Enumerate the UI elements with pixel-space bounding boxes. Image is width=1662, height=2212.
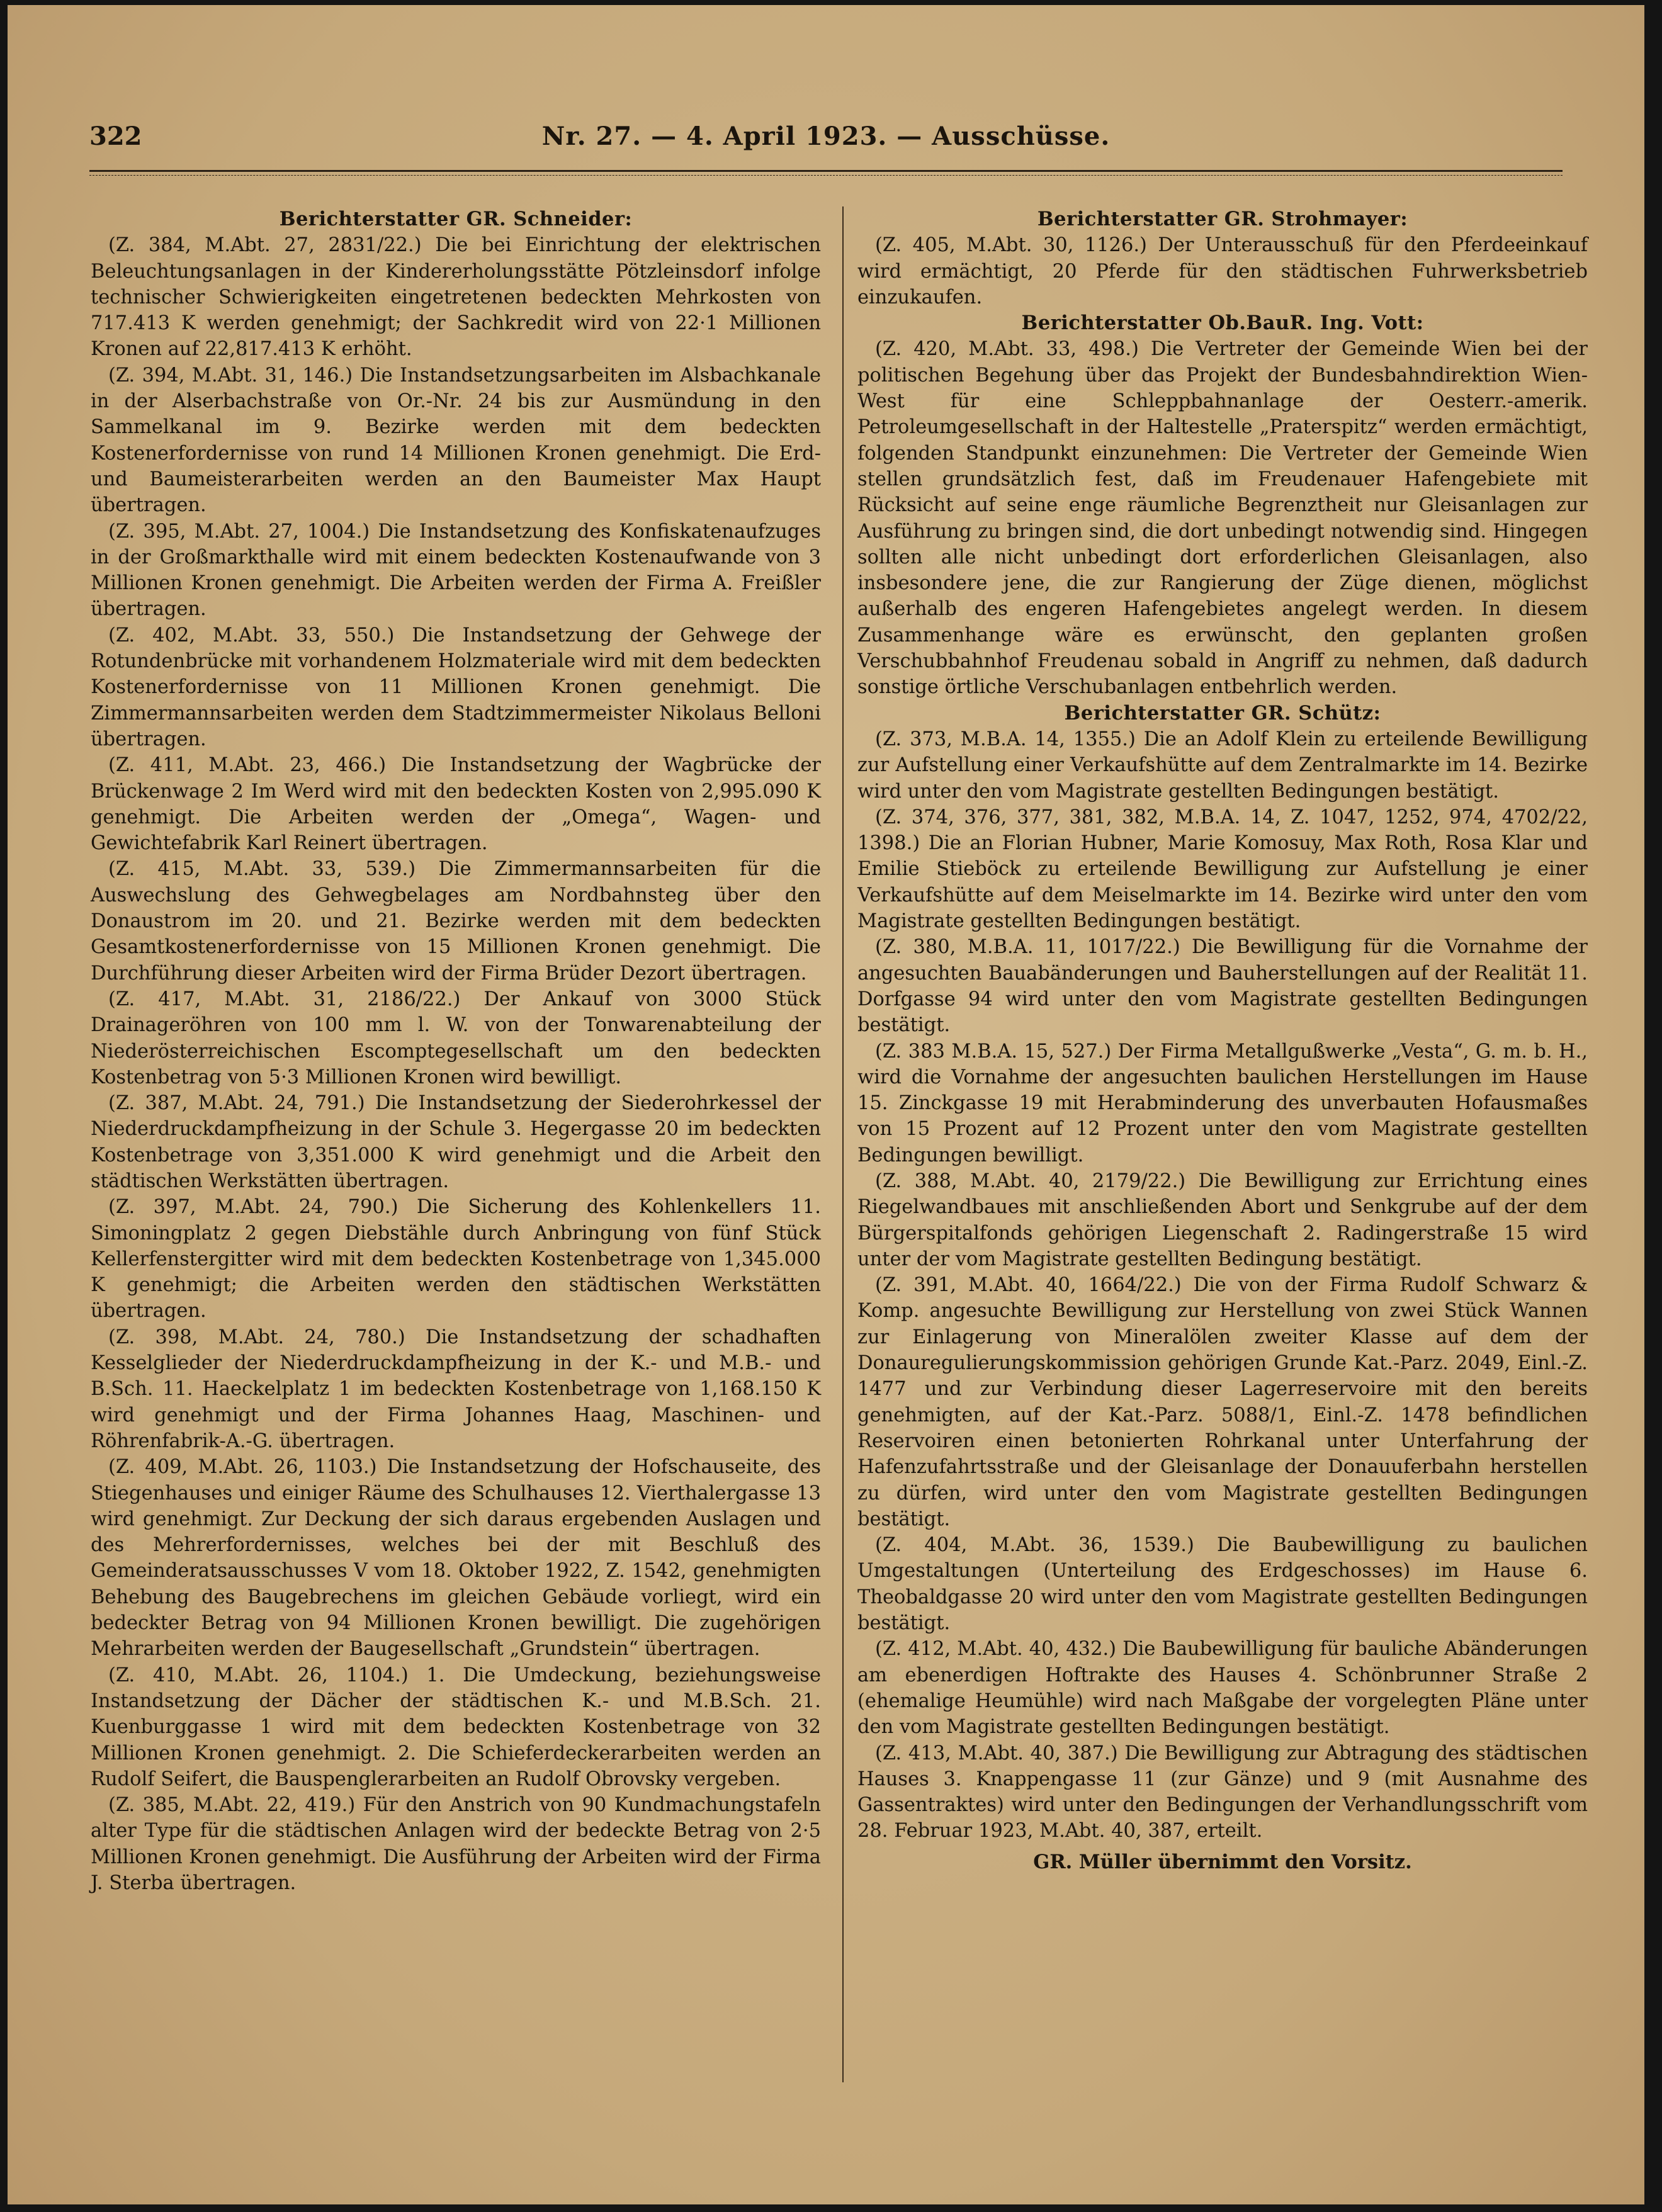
- resolution-paragraph: (Z. 385, M.Abt. 22, 419.) Für den Anstrich von 90 Kundmachungstafeln alter Type für die städtischen Anlagen wird der bedeckte Betrag von 2·5 Millionen Kronen genehmigt. Die Ausführung der Arbeiten wird der Firma J. Sterba übertragen.: [91, 1794, 821, 1894]
- resolution-paragraph: (Z. 387, M.Abt. 24, 791.) Die Instandsetzung der Siederohrkessel der Niederdruckdampfheizung in der Schule 3. Hegergasse 20 im bedeckten Kostenbetrage von 3,351.000 K wird genehmigt und die Arbeit den städtischen Werkstätten übertragen.: [91, 1092, 821, 1192]
- resolution-paragraph: (Z. 415, M.Abt. 33, 539.) Die Zimmermannsarbeiten für die Auswechslung des Gehwegbelages am Nordbahnsteg über den Donaustrom im 20. und 21. Bezirke werden mit dem bedeckten Gesamtkostenerfordernisse von 15 Millionen Kronen genehmigt. Die Durchführung dieser Arbeiten wird der Firma Brüder Dezort übertragen.: [91, 858, 821, 985]
- resolution-paragraph: (Z. 404, M.Abt. 36, 1539.) Die Baubewilligung zu baulichen Umgestaltungen (Unterteilung des Erdgeschosses) im Hause 6. Theobaldgasse 20 wird unter den vom Magistrate gestellten Bedingungen bestätigt.: [857, 1534, 1588, 1635]
- column-divider: [842, 206, 844, 2082]
- page-number: 322: [89, 121, 142, 151]
- resolution-paragraph: (Z. 384, M.Abt. 27, 2831/22.) Die bei Einrichtung der elektrischen Beleuchtungsanlagen in der Kindererholungsstätte Pötzleinsdorf infolge technischer Schwierigkeiten eingetretenen bedeckten Mehrkosten von 717.413 K werden genehmigt; der Sachkredit wird von 22·1 Millionen Kronen auf 22,817.413 K erhöht.: [91, 234, 821, 361]
- resolution-paragraph: (Z. 409, M.Abt. 26, 1103.) Die Instandsetzung der Hofschauseite, des Stiegenhauses und einiger Räume des Schulhauses 12. Vierthalergasse 13 wird genehmigt. Zur Deckung der sich daraus ergebenden Auslagen und des Mehrerfordernisses, welches bei der mit Beschluß des Gemeinderatsausschusses V vom 18. Oktober 1922, Z. 1542, genehmigten Behebung des Baugebrechens im gleichen Gebäude vorliegt, wird ein bedeckter Betrag von 94 Millionen Kronen bewilligt. Die zugehörigen Mehrarbeiten werden der Baugesellschaft „Grundstein“ übertragen.: [91, 1456, 821, 1661]
- resolution-paragraph: (Z. 391, M.Abt. 40, 1664/22.) Die von der Firma Rudolf Schwarz & Komp. angesuchte Bewilligung zur Herstellung von zwei Stück Wannen zur Einlagerung von Mineralölen zweiter Klasse auf dem der Donauregulierungskommission gehörigen Grunde Kat.-Parz. 2049, Einl.-Z. 1477 und zur Verbindung dieser Lagerreservoire mit den bereits genehmigten, auf der Kat.-Parz. 5088/1, Einl.-Z. 1478 befindlichen Reservoiren einen betonierten Rohrkanal unter Unterfahrung der Hafenzufahrtsstraße und der Gleisanlage der Donauuferbahn herstellen zu dürfen, wird unter den vom Magistrate gestellten Bedingungen bestätigt.: [857, 1274, 1588, 1530]
- header-rule-dashed: [89, 175, 1563, 176]
- resolution-paragraph: (Z. 398, M.Abt. 24, 780.) Die Instandsetzung der schadhaften Kesselglieder der Niederdruckdampfheizung in der K.- und M.B.- und B.Sch. 11. Haeckelplatz 1 im bedeckten Kostenbetrage von 1,168.150 K wird genehmigt und der Firma Johannes Haag, Maschinen- und Röhrenfabrik-A.-G. übertragen.: [91, 1326, 821, 1452]
- resolution-paragraph: (Z. 380, M.B.A. 11, 1017/22.) Die Bewilligung für die Vornahme der angesuchten Bauabänderungen und Bauherstellungen auf der Realität 11. Dorfgasse 94 wird unter den vom Magistrate gestellten Bedingungen bestätigt.: [857, 936, 1588, 1037]
- resolution-paragraph: (Z. 410, M.Abt. 26, 1104.) 1. Die Umdeckung, beziehungsweise Instandsetzung der Dächer der städtischen K.- und M.B.Sch. 21. Kuenburggasse 1 wird mit dem bedeckten Kostenbetrage von 32 Millionen Kronen genehmigt. 2. Die Schieferdeckerarbeiten werden an Rudolf Seifert, die Bauspenglerarbeiten an Rudolf Obrovsky vergeben.: [91, 1664, 821, 1790]
- reporter-heading: Berichterstatter GR. Schütz:: [1064, 701, 1381, 725]
- left-column: [91, 206, 821, 1896]
- resolution-paragraph: (Z. 373, M.B.A. 14, 1355.) Die an Adolf Klein zu erteilende Bewilligung zur Aufstellung einer Verkaufshütte auf dem Zentralmarkte im 14. Bezirke wird unter den vom Magistrate gestellten Bedingungen bestätigt.: [857, 728, 1588, 803]
- reporter-heading: Berichterstatter GR. Strohmayer:: [1037, 208, 1408, 230]
- newspaper-page: [8, 5, 1644, 2204]
- right-column: [857, 206, 1588, 1875]
- header-rule: [89, 170, 1563, 172]
- resolution-paragraph: (Z. 374, 376, 377, 381, 382, M.B.A. 14, Z. 1047, 1252, 974, 4702/22, 1398.) Die an Florian Hubner, Marie Komosuy, Max Roth, Rosa Klar und Emilie Stieböck zu erteilende Bewilligung zur Aufstellung je einer Verkaufshütte auf dem Meiselmarkte im 14. Bezirke wird unter den vom Magistrate gestellten Bedingungen bestätigt.: [857, 806, 1588, 933]
- reporter-heading: Berichterstatter Ob.BauR. Ing. Vott:: [1021, 312, 1424, 335]
- resolution-paragraph: (Z. 417, M.Abt. 31, 2186/22.) Der Ankauf von 3000 Stück Drainageröhren von 100 mm l. W. von der Tonwarenabteilung der Niederösterreichischen Escomptegesellschaft um den bedeckten Kostenbetrag von 5·3 Millionen Kronen wird bewilligt.: [91, 988, 821, 1088]
- resolution-paragraph: (Z. 397, M.Abt. 24, 790.) Die Sicherung des Kohlenkellers 11. Simoningplatz 2 gegen Diebstähle durch Anbringung von fünf Stück Kellerfenstergitter wird mit dem bedeckten Kostenbetrage von 1,345.000 K genehmigt; die Arbeiten werden den städtischen Werkstätten übertragen.: [91, 1196, 821, 1323]
- page-title: Nr. 27. — 4. April 1923. — Ausschüsse.: [541, 121, 1111, 151]
- page-header: [89, 121, 1563, 166]
- reporter-heading: Berichterstatter GR. Schneider:: [279, 208, 633, 230]
- resolution-paragraph: (Z. 395, M.Abt. 27, 1004.) Die Instandsetzung des Konfiskatenaufzuges in der Großmarkthalle wird mit einem bedeckten Kostenaufwande von 3 Millionen Kronen genehmigt. Die Arbeiten werden der Firma A. Freißler übertragen.: [91, 520, 821, 621]
- resolution-paragraph: (Z. 411, M.Abt. 23, 466.) Die Instandsetzung der Wagbrücke der Brückenwage 2 Im Werd wird mit den bedeckten Kosten von 2,995.090 K genehmigt. Die Arbeiten werden der „Omega“, Wagen- und Gewichtefabrik Karl Reinert übertragen.: [91, 754, 821, 855]
- resolution-paragraph: (Z. 394, M.Abt. 31, 146.) Die Instandsetzungsarbeiten im Alsbachkanale in der Alserbachstraße von Or.-Nr. 24 bis zur Ausmündung in den Sammelkanal im 9. Bezirke werden mit dem bedeckten Kostenerfordernisse von rund 14 Millionen Kronen genehmigt. Die Erd- und Baumeisterarbeiten werden an den Baumeister Max Haupt übertragen.: [91, 364, 821, 517]
- resolution-paragraph: (Z. 420, M.Abt. 33, 498.) Die Vertreter der Gemeinde Wien bei der politischen Begehung über das Projekt der Bundesbahndirektion Wien-West für eine Schleppbahnanlage der Oesterr.-amerik. Petroleumgesellschaft in der Haltestelle „Praterspitz“ werden ermächtigt, folgenden Standpunkt einzunehmen: Die Vertreter der Gemeinde Wien stellen grundsätzlich fest, daß im Freudenauer Hafengebiete mit Rücksicht auf seine enge räumliche Begrenztheit nur Gleisanlagen zur Ausführung zu bringen sind, die dort unbedingt notwendig sind. Hingegen sollten alle nicht unbedingt dort erforderlichen Gleisanlagen, also insbesondere jene, die zur Rangierung der Züge dienen, möglichst außerhalb des engeren Hafengebietes angelegt werden. In diesem Zusammenhange wäre es erwünscht, den geplanten großen Verschubbahnhof Freudenau sobald in Angriff zu nehmen, daß dadurch sonstige örtliche Verschubanlagen entbehrlich werden.: [857, 338, 1588, 699]
- resolution-paragraph: (Z. 413, M.Abt. 40, 387.) Die Bewilligung zur Abtragung des städtischen Hauses 3. Knappengasse 11 (zur Gänze) und 9 (mit Ausnahme des Gassentraktes) wird unter den Bedingungen der Verhandlungsschrift vom 28. Februar 1923, M.Abt. 40, 387, erteilt.: [857, 1742, 1588, 1842]
- resolution-paragraph: (Z. 383 M.B.A. 15, 527.) Der Firma Metallgußwerke „Vesta“, G. m. b. H., wird die Vornahme der angesuchten baulichen Herstellungen im Hause 15. Zinckgasse 19 mit Herabminderung des unverbauten Hofausmaßes von 15 Prozent auf 12 Prozent unter den vom Magistrate gestellten Bedingungen bewilligt.: [857, 1040, 1588, 1166]
- resolution-paragraph: (Z. 402, M.Abt. 33, 550.) Die Instandsetzung der Gehwege der Rotundenbrücke mit vorhandenem Holzmateriale wird mit dem bedeckten Kostenerfordernisse von 11 Millionen Kronen genehmigt. Die Zimmermannsarbeiten werden dem Stadtzimmermeister Nikolaus Belloni übertragen.: [91, 624, 821, 750]
- closing-note: GR. Müller übernimmt den Vorsitz.: [1033, 1850, 1412, 1873]
- resolution-paragraph: (Z. 412, M.Abt. 40, 432.) Die Baubewilligung für bauliche Abänderungen am ebenerdigen Hoftrakte des Hauses 4. Schönbrunner Straße 2 (ehemalige Heumühle) wird nach Maßgabe der vorgelegten Pläne unter den vom Magistrate gestellten Bedingungen bestätigt.: [857, 1638, 1588, 1739]
- resolution-paragraph: (Z. 388, M.Abt. 40, 2179/22.) Die Bewilligung zur Errichtung eines Riegelwandbaues mit anschließenden Abort und Senkgrube auf der dem Bürgerspitalfonds gehörigen Liegenschaft 2. Radingerstraße 15 wird unter der vom Magistrate gestellten Bedingung bestätigt.: [857, 1170, 1588, 1270]
- resolution-paragraph: (Z. 405, M.Abt. 30, 1126.) Der Unterausschuß für den Pferdeeinkauf wird ermächtigt, 20 Pferde für den städtischen Fuhrwerksbetrieb einzukaufen.: [857, 234, 1588, 308]
